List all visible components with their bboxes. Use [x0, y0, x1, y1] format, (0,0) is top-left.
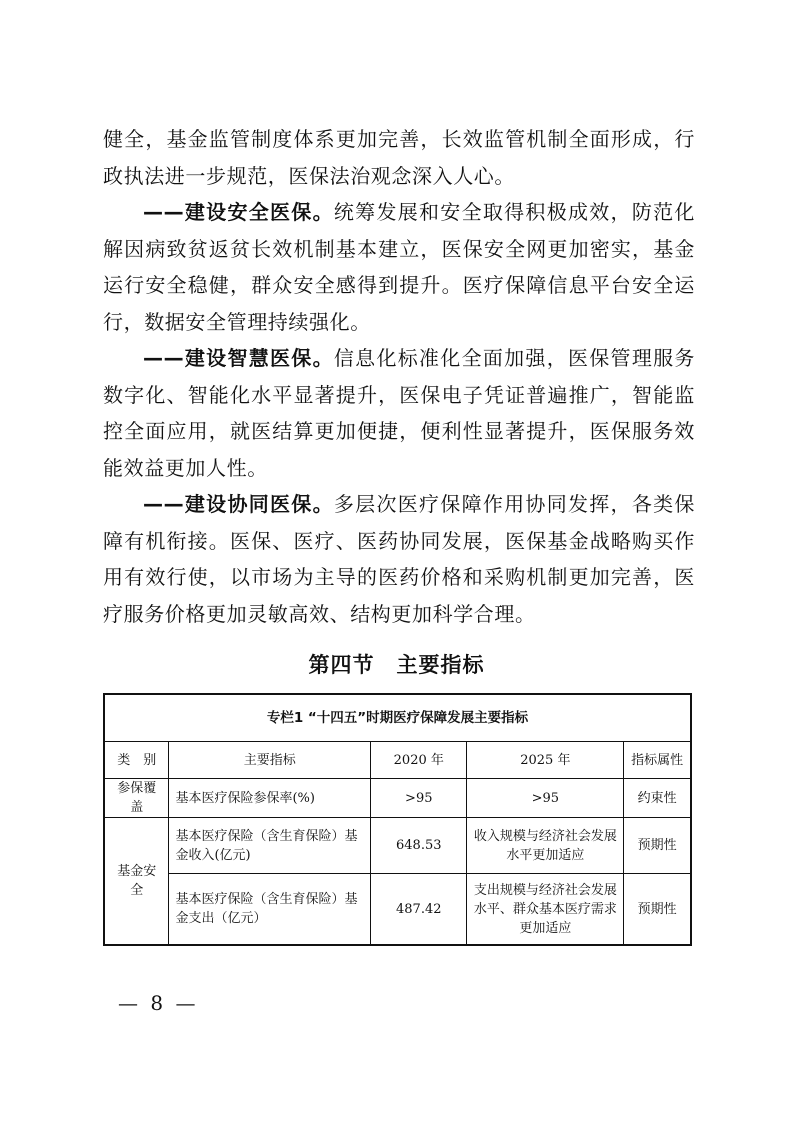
cell-2020: 648.53 [371, 818, 467, 874]
cell-2025: >95 [467, 779, 624, 818]
header-attribute: 指标属性 [624, 742, 691, 779]
header-category: 类 别 [104, 742, 169, 779]
paragraph-coordinated-insurance [103, 486, 695, 632]
cell-category: 参保覆盖 [104, 779, 169, 818]
paragraph-continuation [103, 121, 695, 194]
header-2025: 2025 年 [467, 742, 624, 779]
indicator-table [103, 693, 692, 946]
table-row [104, 874, 691, 946]
cell-2020: 487.42 [371, 874, 467, 946]
table-row [104, 818, 691, 874]
paragraph-text: 健全，基金监管制度体系更加完善，长效监管机制全面形成，行政执法进一步规范，医保法治观念深入人心。 [103, 127, 695, 188]
cell-2025: 收入规模与经济社会发展水平更加适应 [467, 818, 624, 874]
section-number: 第四节 [308, 653, 375, 677]
body-text [103, 121, 695, 632]
paragraph-smart-insurance [103, 340, 695, 486]
paragraph-text: 多层次医疗保障作用协同发挥，各类保障有机衔接。医保、医疗、医药协同发展，医保基金战略购买作用有效行使，以市场为主导的医药价格和采购机制更加完善，医疗服务价格更加灵敏高效、结构更加科学合理。 [103, 492, 696, 626]
table-header-row [104, 742, 691, 779]
indicator-table-wrapper [103, 693, 692, 946]
paragraph-lead: ——建设智慧医保。 [143, 346, 334, 370]
paragraph-safe-insurance [103, 194, 695, 340]
cell-category: 基金安全 [104, 818, 169, 946]
cell-indicator: 基本医疗保险参保率(%) [169, 779, 371, 818]
paragraph-text: 信息化标准化全面加强，医保管理服务数字化、智能化水平显著提升，医保电子凭证普遍推广，智能监控全面应用，就医结算更加便捷，便利性显著提升，医保服务效能效益更加人性。 [103, 346, 696, 480]
cell-attribute: 预期性 [624, 818, 691, 874]
table-row [104, 779, 691, 818]
section-heading: 主要指标 [396, 653, 485, 677]
paragraph-lead: ——建设安全医保。 [143, 200, 334, 224]
cell-attribute: 预期性 [624, 874, 691, 946]
cell-indicator: 基本医疗保险（含生育保险）基金支出（亿元） [169, 874, 371, 946]
header-indicator: 主要指标 [169, 742, 371, 779]
header-2020: 2020 年 [371, 742, 467, 779]
cell-2025: 支出规模与经济社会发展水平、群众基本医疗需求更加适应 [467, 874, 624, 946]
page-number: — 8 — [118, 991, 199, 1015]
cell-attribute: 约束性 [624, 779, 691, 818]
cell-2020: >95 [371, 779, 467, 818]
table-caption: 专栏1 “十四五”时期医疗保障发展主要指标 [104, 694, 691, 742]
paragraph-text: 统筹发展和安全取得积极成效，防范化解因病致贫返贫长效机制基本建立，医保安全网更加密实，基金运行安全稳健，群众安全感得到提升。医疗保障信息平台安全运行，数据安全管理持续强化。 [103, 200, 696, 334]
table-caption-row [104, 694, 691, 742]
cell-indicator: 基本医疗保险（含生育保险）基金收入(亿元) [169, 818, 371, 874]
section-title [0, 649, 793, 679]
paragraph-lead: ——建设协同医保。 [143, 492, 334, 516]
